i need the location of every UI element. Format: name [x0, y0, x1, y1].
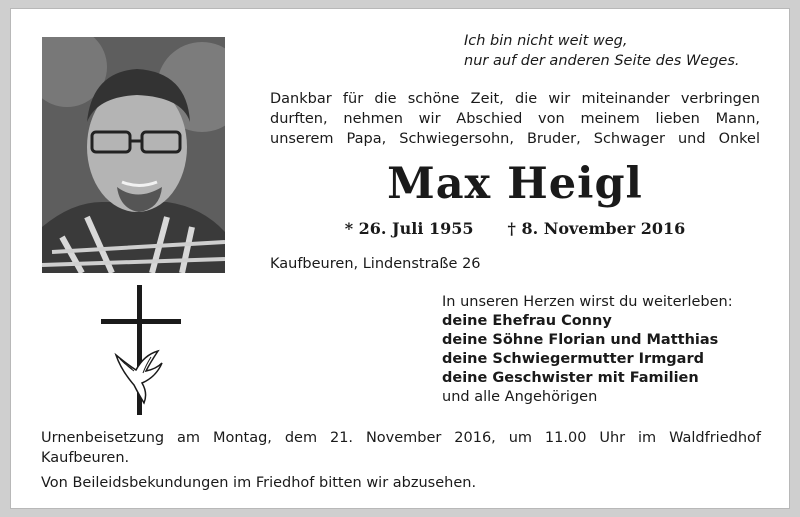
mourners-intro: In unseren Herzen wirst du weiterleben:	[442, 294, 733, 310]
quote-line: Ich bin nicht weit weg,	[464, 33, 628, 49]
portrait-photo	[42, 37, 225, 273]
obituary-notice	[10, 8, 790, 509]
funeral-line: Urnenbeisetzung am Montag, dem 21. November 2016, um 11.00 Uhr im Waldfriedhof	[41, 430, 761, 446]
condolence-note: Von Beileidsbekundungen im Friedhof bitten wir abzusehen.	[41, 475, 477, 491]
mourner-name: deine Schwiegermutter Irmgard	[442, 351, 704, 367]
mourner-name: deine Söhne Florian und Matthias	[442, 332, 719, 348]
quote-line: nur auf der anderen Seite des Weges.	[464, 53, 740, 69]
birth-date: * 26. Juli 1955	[344, 219, 474, 238]
intro-line: durften, nehmen wir Abschied von meinem lieben Mann,	[270, 111, 760, 127]
intro-text	[270, 89, 760, 149]
cross-with-dove-icon	[96, 285, 186, 415]
mourners-closing: und alle Angehörigen	[442, 389, 598, 405]
epitaph-quote	[464, 31, 740, 71]
funeral-info	[41, 428, 761, 493]
funeral-line: Kaufbeuren.	[41, 450, 130, 466]
life-dates	[270, 219, 760, 238]
mourner-name: deine Ehefrau Conny	[442, 313, 612, 329]
intro-line: unserem Papa, Schwiegersohn, Bruder, Schwager und Onkel	[270, 131, 760, 147]
mourners-list	[442, 293, 733, 407]
deceased-name: Max Heigl	[387, 159, 643, 209]
address: Kaufbeuren, Lindenstraße 26	[270, 256, 481, 272]
intro-line: Dankbar für die schöne Zeit, die wir miteinander verbringen	[270, 91, 760, 107]
death-date: † 8. November 2016	[507, 219, 686, 238]
mourner-name: deine Geschwister mit Familien	[442, 370, 699, 386]
